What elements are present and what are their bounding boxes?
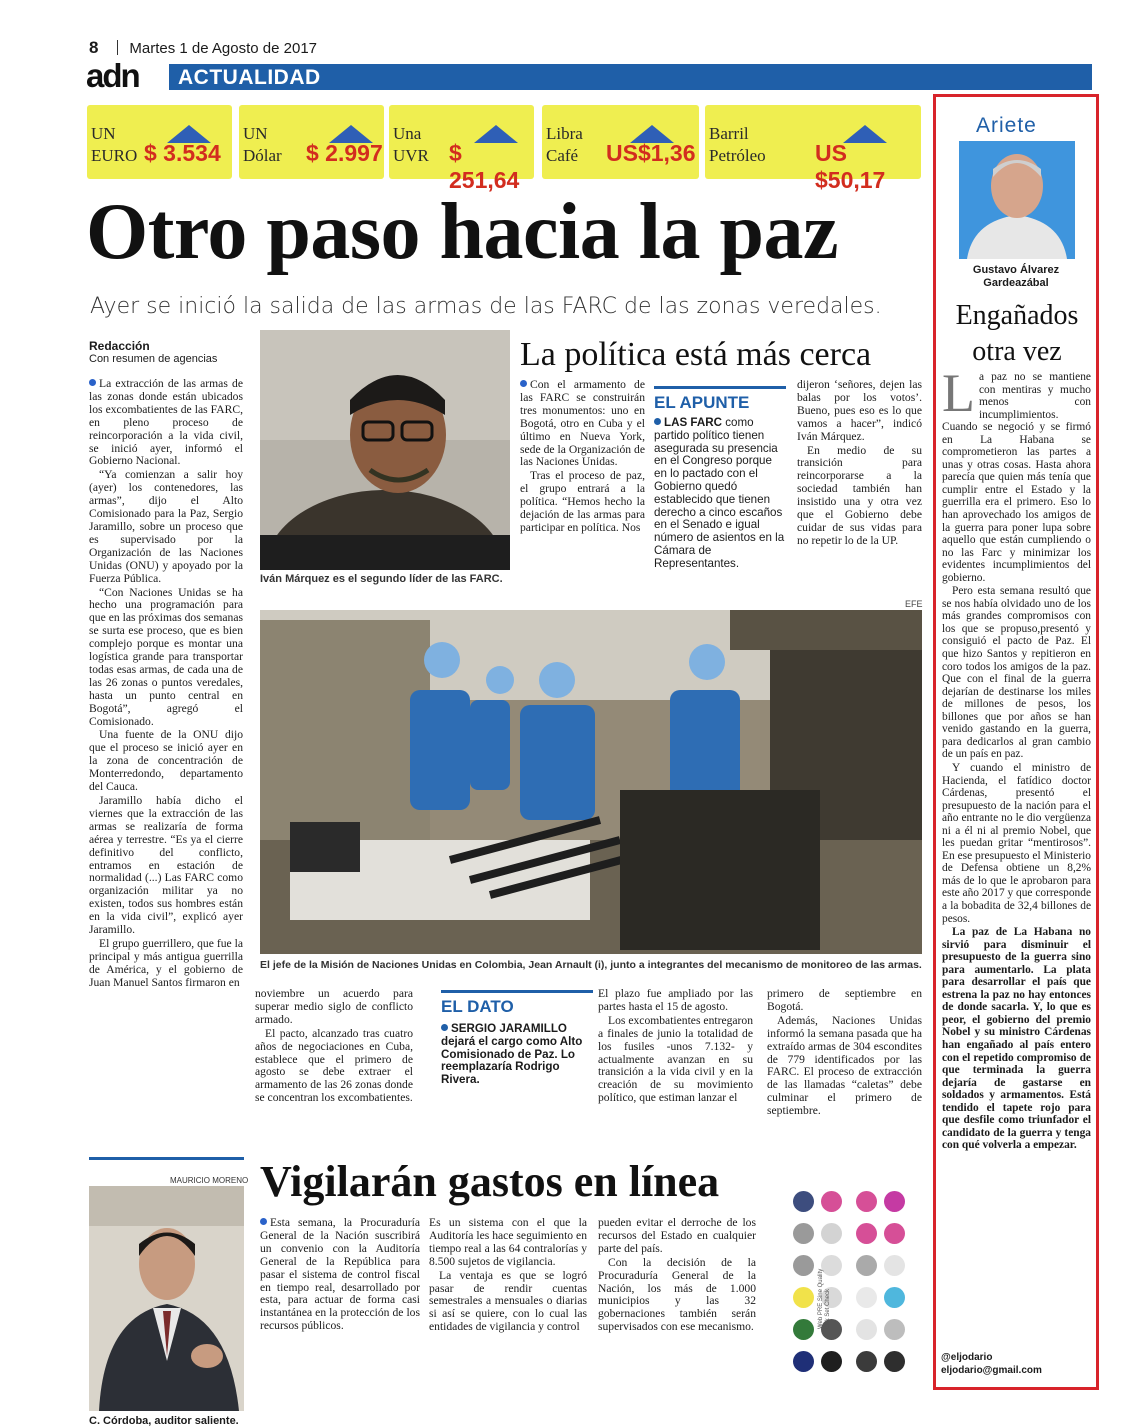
apunte-title: EL APUNTE (654, 386, 786, 413)
header-divider (117, 40, 118, 55)
portrait-photo (89, 1186, 244, 1411)
color-swatch (856, 1191, 877, 1212)
paragraph: Y cuando el ministro de Hacienda, el fatídico doctor Cárdenas, presentó el presupuesto de la nación para el año entrante no le dio vergüenza ni a él ni al premio Nobel, que les puedan gritar “mentirosos”. En ese presupuesto el Ministerio de Defensa obtiene un 8,2% más de lo que le aprobaron para este año 2017 y que corresponde a la bobadita de 32,4 billones de pesos. (942, 761, 1091, 925)
drop-cap: L (942, 363, 975, 423)
ticker-uvr: Una UVR $ 251,64 (389, 105, 534, 179)
color-swatch (793, 1319, 814, 1340)
paragraph: La paz no se mantiene con mentiras y mucho menos con incumplimientos. Cuando se negoció y se firmó en La Habana se comprometieron las partes a unas y otras cosas. Hasta ahora parecía que quien más tenía que cumplir entre el Estado y la guerrilla era el primero. Eso lo han aprovechado los amigos de la guerra para poner lupa sobre aquello que están cumpliendo o no las Farc y minimizar los evidentes incumplimientos del gobierno. (942, 363, 1091, 584)
paragraph: Esta semana, la Procuraduría General de la Nación suscribirá un convenio con la Auditoría General de la República para pasar el sistema de control fiscal en tiempo real, desarrollado por esta, para actuar de forma casi instantánea en la protección de los recursos públicos. (260, 1216, 420, 1333)
photo-cordoba (89, 1186, 244, 1411)
byline-sub: Con resumen de agencias (89, 353, 218, 365)
page-number: 8 (89, 38, 99, 57)
ticker-uvr-value: $ 251,64 (449, 140, 520, 193)
photo-author (959, 141, 1075, 259)
story-divider (89, 1157, 244, 1160)
color-swatch (884, 1351, 905, 1372)
color-swatch (884, 1191, 905, 1212)
color-swatch (793, 1287, 814, 1308)
photo2-credit: EFE (905, 599, 923, 609)
swatch-grid (788, 1186, 908, 1386)
bullet-dot-icon (520, 380, 527, 387)
bullet-dot-icon (260, 1218, 267, 1225)
page-header (89, 38, 1099, 60)
apunte-text: LAS FARC como partido político tienen asegurada su presencia en el Congreso porque en lo pactado con el Gobierno quedó establecido que tienen derecho a cinco escaños en el Senado e igual número de asientos en la Cámara de Representantes. (654, 416, 785, 570)
section-label: ACTUALIDAD (178, 66, 321, 89)
column-twitter[interactable]: @eljodario (941, 1352, 993, 1363)
paragraph: El plazo fue ampliado por las partes hasta el 15 de agosto. (598, 987, 753, 1013)
color-swatch (856, 1223, 877, 1244)
ticker-cafe-value: US$1,36 (606, 140, 696, 166)
color-swatch (793, 1191, 814, 1212)
paragraph: Tras el proceso de paz, el grupo entrará a la política. “Hemos hecho la dejación de las armas para participar en política. Nos (520, 469, 645, 534)
paragraph: pueden evitar el derroche de los recursos del Estado en cualquier parte del país. (598, 1216, 756, 1255)
second-col2 (429, 1217, 587, 1335)
paragraph: La extracción de las armas de las zonas donde están ubicados los excombatientes de las FARC, en pleno proceso de reincorporación a la vida civil, se inició ayer, informó el Gobierno Nacional. (89, 378, 243, 468)
lower-col1 (255, 988, 413, 1106)
column-label: Ariete (976, 114, 1037, 137)
ticker-euro-value: $ 3.534 (144, 140, 221, 166)
color-swatch (821, 1191, 842, 1212)
paragraph: El pacto, alcanzado tras cuatro años de negociaciones en Cuba, establece que el primero de agosto se debe extraer el armamento de las 26 zonas donde se concentran los excombatientes. (255, 1026, 413, 1105)
main-subhead: Ayer se inició la salida de las armas de las FARC de las zonas veredales. (90, 294, 882, 319)
photo-ivan-marquez (260, 330, 510, 570)
color-swatch (856, 1287, 877, 1308)
color-swatch (821, 1223, 842, 1244)
paragraph: Una fuente de la ONU dijo que el proceso se inició ayer en la zona de concentración de Monterredondo, departamento del Cauca. (89, 728, 243, 794)
color-swatch (856, 1351, 877, 1372)
lower-col3 (598, 988, 753, 1106)
apunte-box (654, 386, 786, 571)
column-email[interactable]: eljodario@gmail.com (941, 1365, 1042, 1376)
second-col1 (260, 1217, 420, 1334)
paragraph: noviembre un acuerdo para superar medio siglo de conflicto armado. (255, 987, 413, 1026)
color-swatch (884, 1287, 905, 1308)
paragraph: Con el armamento de las FARC se construirán tres monumentos: uno en Bogotá, otro en Cuba y el último en Nueva York, sede de la Organización de las Naciones Unidas. (520, 378, 645, 469)
photo3-credit: MAURICIO MORENO (170, 1176, 249, 1185)
second-headline: Vigilarán gastos en línea (260, 1157, 720, 1206)
paragraph: dijeron ‘señores, dejen las balas por los votos’. Bueno, pues eso es lo que vamos a hacer”, indicó Iván Márquez. (797, 378, 922, 443)
photo2-caption: El jefe de la Misión de Naciones Unidas en Colombia, Jean Arnault (i), junto a integrantes del mecanismo de monitoreo de las armas. (260, 959, 922, 971)
dato-box (441, 990, 593, 1087)
paragraph: Es un sistema con el que la Auditoría les hace seguimiento en tiempo real a las 64 contralorías y 8.500 sujetos de vigilancia. (429, 1216, 587, 1268)
paragraph: Con la decisión de la Procuraduría General de la Nación, los más de 1.000 municipios y las 32 gobernaciones también serán supervisados con ese mecanismo. (598, 1255, 756, 1334)
ticker-petroleo-value: US $50,17 (815, 140, 886, 193)
ticker-petroleo: Barril Petróleo US $50,17 (705, 105, 921, 179)
paragraph: Jaramillo había dicho el viernes que la extracción de las armas se realizaría de forma aérea y terrestre. “Es ya el cierre definitivo del conflicto, entramos en estación de normalidad (...) Las FARC como organización militar ya no existen, todos sus hombres están en la vida civil”, explicó ayer Jaramillo. (89, 794, 243, 937)
color-swatch (856, 1255, 877, 1276)
column-headline-line1: Engañados (955, 300, 1079, 331)
paragraph: Los excombatientes entregaron a finales de junio la totalidad de los fusiles -unos 7.132- y actualmente avanzan en su transición a la vida civil y en la creación de su movimiento político, que estiman lanzar el (598, 1013, 753, 1105)
color-swatch (821, 1351, 842, 1372)
dato-text: SERGIO JARAMILLO dejará el cargo como Alto Comisionado de Paz. Lo reemplazaría Rodrigo Rivera. (441, 1022, 583, 1087)
color-swatch (793, 1351, 814, 1372)
column-headline-line2: otra vez (972, 336, 1062, 367)
column-headline (942, 298, 1092, 370)
main-headline: Otro paso hacia la paz (86, 188, 839, 276)
bullet-dot-icon (89, 379, 96, 386)
un-weapons-photo (260, 610, 922, 954)
color-swatch-strip (788, 1186, 908, 1386)
page-date: Martes 1 de Agosto de 2017 (129, 40, 318, 57)
photo1-caption: Iván Márquez es el segundo líder de las FARC. (260, 573, 503, 585)
byline: Redacción (89, 339, 150, 353)
paragraph: primero de septiembre en Bogotá. (767, 987, 922, 1013)
paragraph: En medio de su transición para reincorporarse a la sociedad también han insistido una y otra vez que el Gobierno debe cuidar de sus vidas para no repetir lo de la UP. (797, 443, 922, 547)
color-swatch (884, 1223, 905, 1244)
second-col3 (598, 1217, 756, 1335)
ticker-cafe: Libra Café US$1,36 (542, 105, 699, 179)
column-body (942, 363, 1091, 1153)
color-swatch (793, 1223, 814, 1244)
author-name: Gustavo Álvarez Gardeazábal (972, 264, 1060, 289)
paragraph: Pero esta semana resultó que se nos había olvidado uno de los más grandes compromisos con los que se propuso,presentó y consiguió el pacto de Paz. El que hizo Santos y repitieron en coro todos los amigos de la paz. Que con el final de la guerra dejarían de destinarse los miles de millones de pesos, los billones que por años se han venido gastando en la guerra, para dedicarlos al gran cambio de un país en paz. (942, 585, 1091, 761)
paragraph: “Ya comienzan a salir hoy (ayer) los contenedores, las armas”, dijo el Alto Comisionado para la Paz, Sergio Jaramillo, sobre un proceso que es supervisado por la Organización de las Naciones Unidas (ONU) y apoyado por la Fuerza Pública. (89, 468, 243, 585)
ticker-dolar-value: $ 2.997 (306, 140, 383, 166)
sub-story-col1 (520, 379, 645, 536)
paragraph: La ventaja es que se logró pasar de rendir cuentas semestrales a mensuales o diarias si así se quiere, con lo cual las entidades de vigilancia y control (429, 1268, 587, 1334)
ticker-dolar: UN Dólar $ 2.997 (239, 105, 384, 179)
paragraph: La paz de La Habana no sirvió para disminuir el presupuesto de la guerra sino para aumentarlo. La plata para desarrollar el país que estrena la paz no hay entonces de donde sacarla. Y, lo que es peor, el gobierno del premio Nobel y su ministro Cárdenas han engañado al país entero con el repetido compromiso de que terminada la guerra dejaría de gastarse en soldados y armamentos. Está tendido el tapete rojo para que desfile como triunfador el candidato de la guerra y tenga con qué volverla a empezar. (942, 926, 1091, 1152)
paragraph: El grupo guerrillero, que fue la principal y más antigua guerrilla de América, y el gobierno de Juan Manuel Santos firmaron en (89, 936, 243, 989)
photo-un-mission (260, 610, 922, 954)
color-swatch (856, 1319, 877, 1340)
ticker-euro: UN EURO $ 3.534 (87, 105, 232, 179)
swatch-text: Web PRE Sine Quality Chk Set Check (818, 1268, 831, 1329)
adn-logo: adn (86, 57, 139, 94)
lower-col4 (767, 988, 922, 1119)
color-swatch (793, 1255, 814, 1276)
color-swatch (884, 1255, 905, 1276)
main-story-col1 (89, 378, 243, 1138)
bullet-dot-icon (654, 418, 661, 425)
sub-headline: La política está más cerca (520, 336, 872, 373)
portrait-photo (260, 330, 510, 570)
color-swatch (884, 1319, 905, 1340)
photo3-caption: C. Córdoba, auditor saliente. (89, 1415, 239, 1427)
dato-title: EL DATO (441, 990, 593, 1017)
paragraph: “Con Naciones Unidas se ha hecho una programación para que en las próximas dos semanas se surta ese proceso, que es bien complejo porque es montar una logística grande para transportar todas esas armas, de cada una de las 26 zonas o puntos veredales, hasta un punto central en Bogotá”, agregó el Comisionado. (89, 585, 243, 728)
bullet-dot-icon (441, 1024, 448, 1031)
author-portrait (959, 141, 1075, 259)
paragraph: Además, Naciones Unidas informó la semana pasada que ha extraído armas de 304 escondites de 779 identificados por las FARC. El proceso de extracción de las llamadas “caletas” debe culminar el primero de septiembre. (767, 1013, 922, 1118)
sub-story-col3 (797, 379, 922, 549)
